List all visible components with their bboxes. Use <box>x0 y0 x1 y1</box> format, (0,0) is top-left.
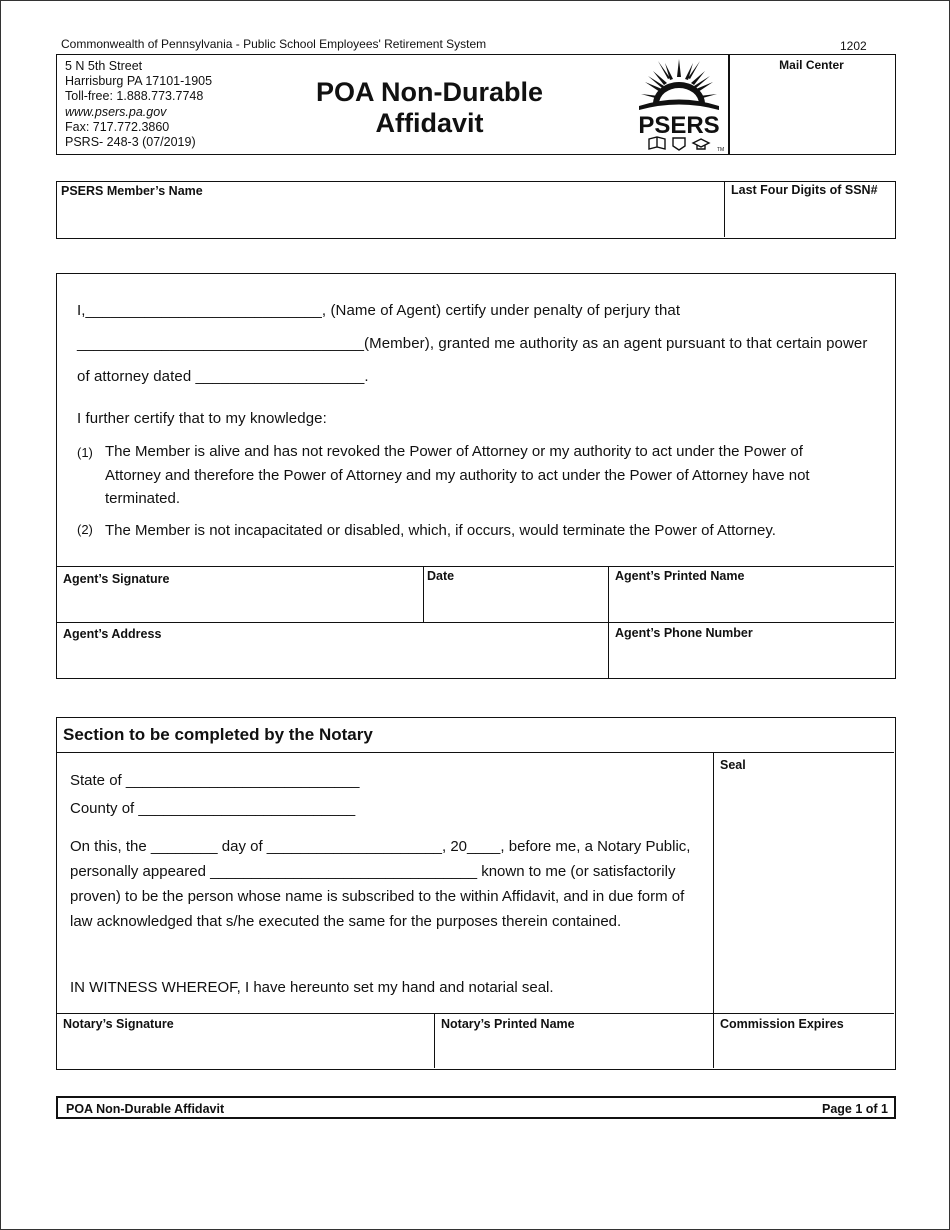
page-number: Page 1 of 1 <box>822 1102 888 1116</box>
seal-label: Seal <box>720 758 746 772</box>
notary-signature-field[interactable]: Notary’s Signature <box>63 1017 174 1031</box>
cert-line-3[interactable]: of attorney dated ____________________. <box>77 368 369 385</box>
item-2-number: (2) <box>77 522 93 537</box>
ssn-label: Last Four Digits of SSN# <box>731 183 878 197</box>
agent-signature-field[interactable]: Agent’s Signature <box>63 572 170 586</box>
further-certify: I further certify that to my knowledge: <box>77 410 327 427</box>
member-name-label: PSERS Member’s Name <box>61 184 203 198</box>
title-line-2: Affidavit <box>375 108 484 138</box>
date-divider <box>423 566 424 622</box>
notary-heading: Section to be completed by the Notary <box>63 725 373 744</box>
address-fax: Fax: 717.772.3860 <box>65 119 170 134</box>
state-line[interactable]: State of ____________________________ <box>70 772 360 789</box>
witness-line: IN WITNESS WHEREOF, I have hereunto set my hand and notarial seal. <box>70 979 554 996</box>
svg-text:TM: TM <box>717 147 725 153</box>
address-block <box>65 59 212 150</box>
agent-phone-field[interactable]: Agent’s Phone Number <box>615 626 753 640</box>
printed-name-divider <box>608 566 609 678</box>
address-website: www.psers.pa.gov <box>65 104 167 119</box>
agency-line: Commonwealth of Pennsylvania - Public School Employees' Retirement System <box>61 37 487 51</box>
signature-row-top <box>57 566 894 567</box>
address-row-top <box>57 622 894 623</box>
address-tollfree: Toll-free: 1.888.773.7748 <box>65 89 204 104</box>
psers-logo <box>629 57 729 153</box>
agent-printed-name-field[interactable]: Agent’s Printed Name <box>615 569 745 583</box>
cert-line-1[interactable]: I,____________________________, (Name of Agent) certify under penalty of perjury that <box>77 302 681 319</box>
address-city: Harrisburg PA 17101-1905 <box>65 74 213 89</box>
county-line[interactable]: County of __________________________ <box>70 800 356 817</box>
seal-divider <box>713 752 714 1068</box>
form-header <box>56 54 896 155</box>
item-1-number: (1) <box>77 445 93 460</box>
notary-fields-top <box>57 1013 894 1014</box>
footer-title: POA Non-Durable Affidavit <box>66 1102 225 1116</box>
page-footer <box>56 1096 896 1119</box>
address-street: 5 N 5th Street <box>65 59 143 73</box>
logo-wordmark: PSERS <box>638 112 720 139</box>
member-divider <box>724 182 725 237</box>
cert-line-2[interactable]: __________________________________(Member), granted me authority as an agent pursuant to that certain power <box>77 335 868 352</box>
page-title <box>272 77 587 139</box>
member-info-box <box>56 181 896 239</box>
notary-name-divider <box>434 1013 435 1068</box>
form-number: 1202 <box>840 39 867 53</box>
item-2-text: The Member is not incapacitated or disabled, which, if occurs, would terminate the Power of Attorney. <box>105 522 776 539</box>
commission-expires-field[interactable]: Commission Expires <box>720 1017 844 1031</box>
notary-printed-name-field[interactable]: Notary’s Printed Name <box>441 1017 575 1031</box>
address-form-code: PSRS- 248-3 (07/2019) <box>65 135 196 150</box>
title-line-1: POA Non-Durable <box>315 77 543 107</box>
notary-section <box>56 717 896 1070</box>
notary-paragraph: On this, the ________ day of _____________________, 20____, before me, a Notary Public, personally appeared ________________________________ known to me (or satisfactorily proven) to be the person whose name is subscribed to the within Affidavit, and in due form of law acknowledged that s/he executed the same for the purposes therein contained. <box>70 838 691 930</box>
date-field[interactable]: Date <box>427 569 455 583</box>
notary-heading-divider <box>57 752 894 753</box>
mail-center-label: Mail Center <box>779 58 844 72</box>
agent-address-field[interactable]: Agent’s Address <box>63 627 162 641</box>
certification-box <box>56 273 896 679</box>
item-1-text: The Member is alive and has not revoked the Power of Attorney or my authority to act under the Power of Attorney and therefore the Power of Attorney and my authority to act under the Power of Attorney have not terminated. <box>105 443 810 507</box>
